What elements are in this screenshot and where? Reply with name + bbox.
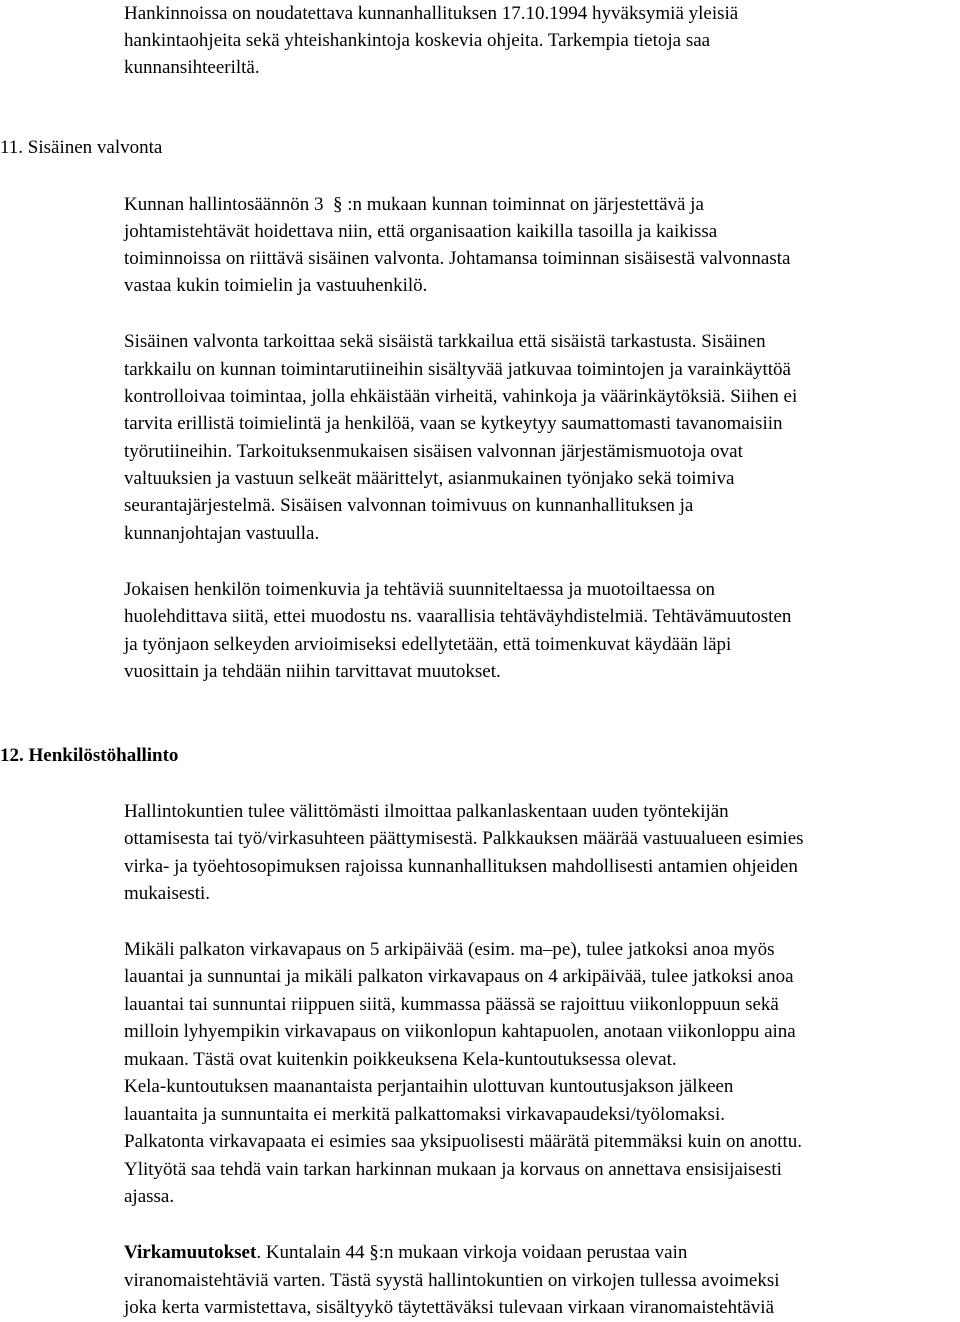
paragraph-line: ja työnjaon selkeyden arvioimiseksi edellytetään, että toimenkuvat käydään läpi — [124, 634, 732, 655]
paragraph-line: mukaan. Tästä ovat kuitenkin poikkeuksena Kela-kuntoutuksessa olevat. — [124, 1049, 677, 1070]
paragraph-line: Ylityötä saa tehdä vain tarkan harkinnan mukaan ja korvaus on annettava ensisijaisesti — [124, 1159, 782, 1180]
paragraph-line: mukaisesti. — [124, 883, 211, 904]
bold-term: Virkamuutokset — [124, 1242, 257, 1263]
paragraph-line: Hallintokuntien tulee välittömästi ilmoittaa palkanlaskentaan uuden työntekijän — [124, 801, 729, 822]
paragraph-line: lauantai ja sunnuntai ja mikäli palkaton virkavapaus on 4 arkipäivää, tulee jatkoksi anoa — [124, 966, 794, 987]
section-sign: § — [332, 194, 343, 215]
paragraph-line — [124, 191, 704, 218]
paragraph-line: toiminnoissa on riittävä sisäinen valvonta. Johtamansa toiminnan sisäisestä valvonnasta — [124, 248, 791, 269]
paragraph-line: kunnansihteeriltä. — [124, 57, 260, 78]
paragraph-line: johtamistehtävät hoidettava niin, että organisaation kaikilla tasoilla ja kaikissa — [124, 221, 718, 242]
text-run: :n mukaan kunnan toiminnat on järjestettävä ja — [347, 194, 704, 215]
paragraph-line: Jokaisen henkilön toimenkuvia ja tehtäviä suunniteltaessa ja muotoiltaessa on — [124, 579, 715, 600]
heading-text: 12. Henkilöstöhallinto — [0, 745, 179, 766]
paragraph-line: ottamisesta tai työ/virkasuhteen päättymisestä. Palkkauksen määrää vastuualueen esimies — [124, 828, 804, 849]
paragraph-line: Sisäinen valvonta tarkoittaa sekä sisäistä tarkkailua että sisäistä tarkastusta. Sisäinen — [124, 331, 766, 352]
paragraph-line: vuosittain ja tehdään niihin tarvittavat muutokset. — [124, 661, 501, 682]
paragraph-line: huolehdittava siitä, ettei muodostu ns. vaarallisia tehtäväyhdistelmiä. Tehtävämuutosten — [124, 606, 792, 627]
paragraph-line: Hankinnoissa on noudatettava kunnanhallituksen 17.10.1994 hyväksymiä yleisiä — [124, 3, 739, 24]
section-sign: § — [369, 1242, 379, 1263]
paragraph-line: Kela-kuntoutuksen maanantaista perjantaihin ulottuvan kuntoutusjakson jälkeen — [124, 1076, 734, 1097]
paragraph-line: työrutiineihin. Tarkoituksenmukaisen sisäisen valvonnan järjestämismuotoja ovat — [124, 441, 743, 462]
text-run: . Kuntalain 44 — [256, 1242, 365, 1263]
paragraph-line: vastaa kukin toimielin ja vastuuhenkilö. — [124, 275, 428, 296]
paragraph-line: kunnanjohtajan vastuulla. — [124, 523, 320, 544]
paragraph-line: viranomaistehtäviä varten. Tästä syystä hallintokuntien on virkojen tullessa avoimeksi — [124, 1270, 780, 1291]
paragraph-line: tarvita erillistä toimielintä ja henkilöä, vaan se kytkeytyy saumattomasti tavanomaisiin — [124, 413, 783, 434]
paragraph-line: hankintaohjeita sekä yhteishankintoja koskevia ohjeita. Tarkempia tietoja saa — [124, 30, 711, 51]
paragraph-line: kontrolloivaa toimintaa, jolla ehkäistään virheitä, vahinkoja ja väärinkäytöksiä. Siihen ei — [124, 386, 798, 407]
section-heading-11: 11. Sisäinen valvonta — [0, 137, 163, 158]
paragraph-line: valtuuksien ja vastuun selkeät määrittelyt, asianmukainen työnjako sekä toimiva — [124, 468, 735, 489]
paragraph-line: ajassa. — [124, 1186, 175, 1207]
paragraph-line: lauantai tai sunnuntai riippuen siitä, kummassa päässä se rajoittuu viikonloppuun sekä — [124, 994, 779, 1015]
text-run: :n mukaan virkoja voidaan perustaa vain — [378, 1242, 688, 1263]
paragraph-line: Mikäli palkaton virkavapaus on 5 arkipäivää (esim. ma–pe), tulee jatkoksi anoa myös — [124, 939, 775, 960]
text-run: Kunnan hallintosäännön 3 — [124, 194, 324, 215]
paragraph-line: Palkatonta virkavapaata ei esimies saa yksipuolisesti määrätä pitemmäksi kuin on anottu. — [124, 1131, 803, 1152]
paragraph-line: tarkkailu on kunnan toimintarutiineihin sisältyvää jatkuvaa toimintojen ja varainkäyttöä — [124, 359, 791, 380]
paragraph-line: joka kerta varmistettava, sisältyykö täytettäväksi tulevaan virkaan viranomaistehtäviä — [124, 1297, 774, 1318]
paragraph-line: seurantajärjestelmä. Sisäisen valvonnan toimivuus on kunnanhallituksen ja — [124, 495, 694, 516]
paragraph-line: virka- ja työehtosopimuksen rajoissa kunnanhallituksen mahdollisesti antamien ohjeiden — [124, 856, 798, 877]
section-heading-12 — [0, 742, 178, 769]
paragraph-line: lauantaita ja sunnuntaita ei merkitä palkattomaksi virkavapaudeksi/työlomaksi. — [124, 1104, 725, 1125]
paragraph-line: milloin lyhyempikin virkavapaus on viikonlopun kahtapuolen, anotaan viikonloppu aina — [124, 1021, 796, 1042]
paragraph-line — [124, 1239, 687, 1266]
